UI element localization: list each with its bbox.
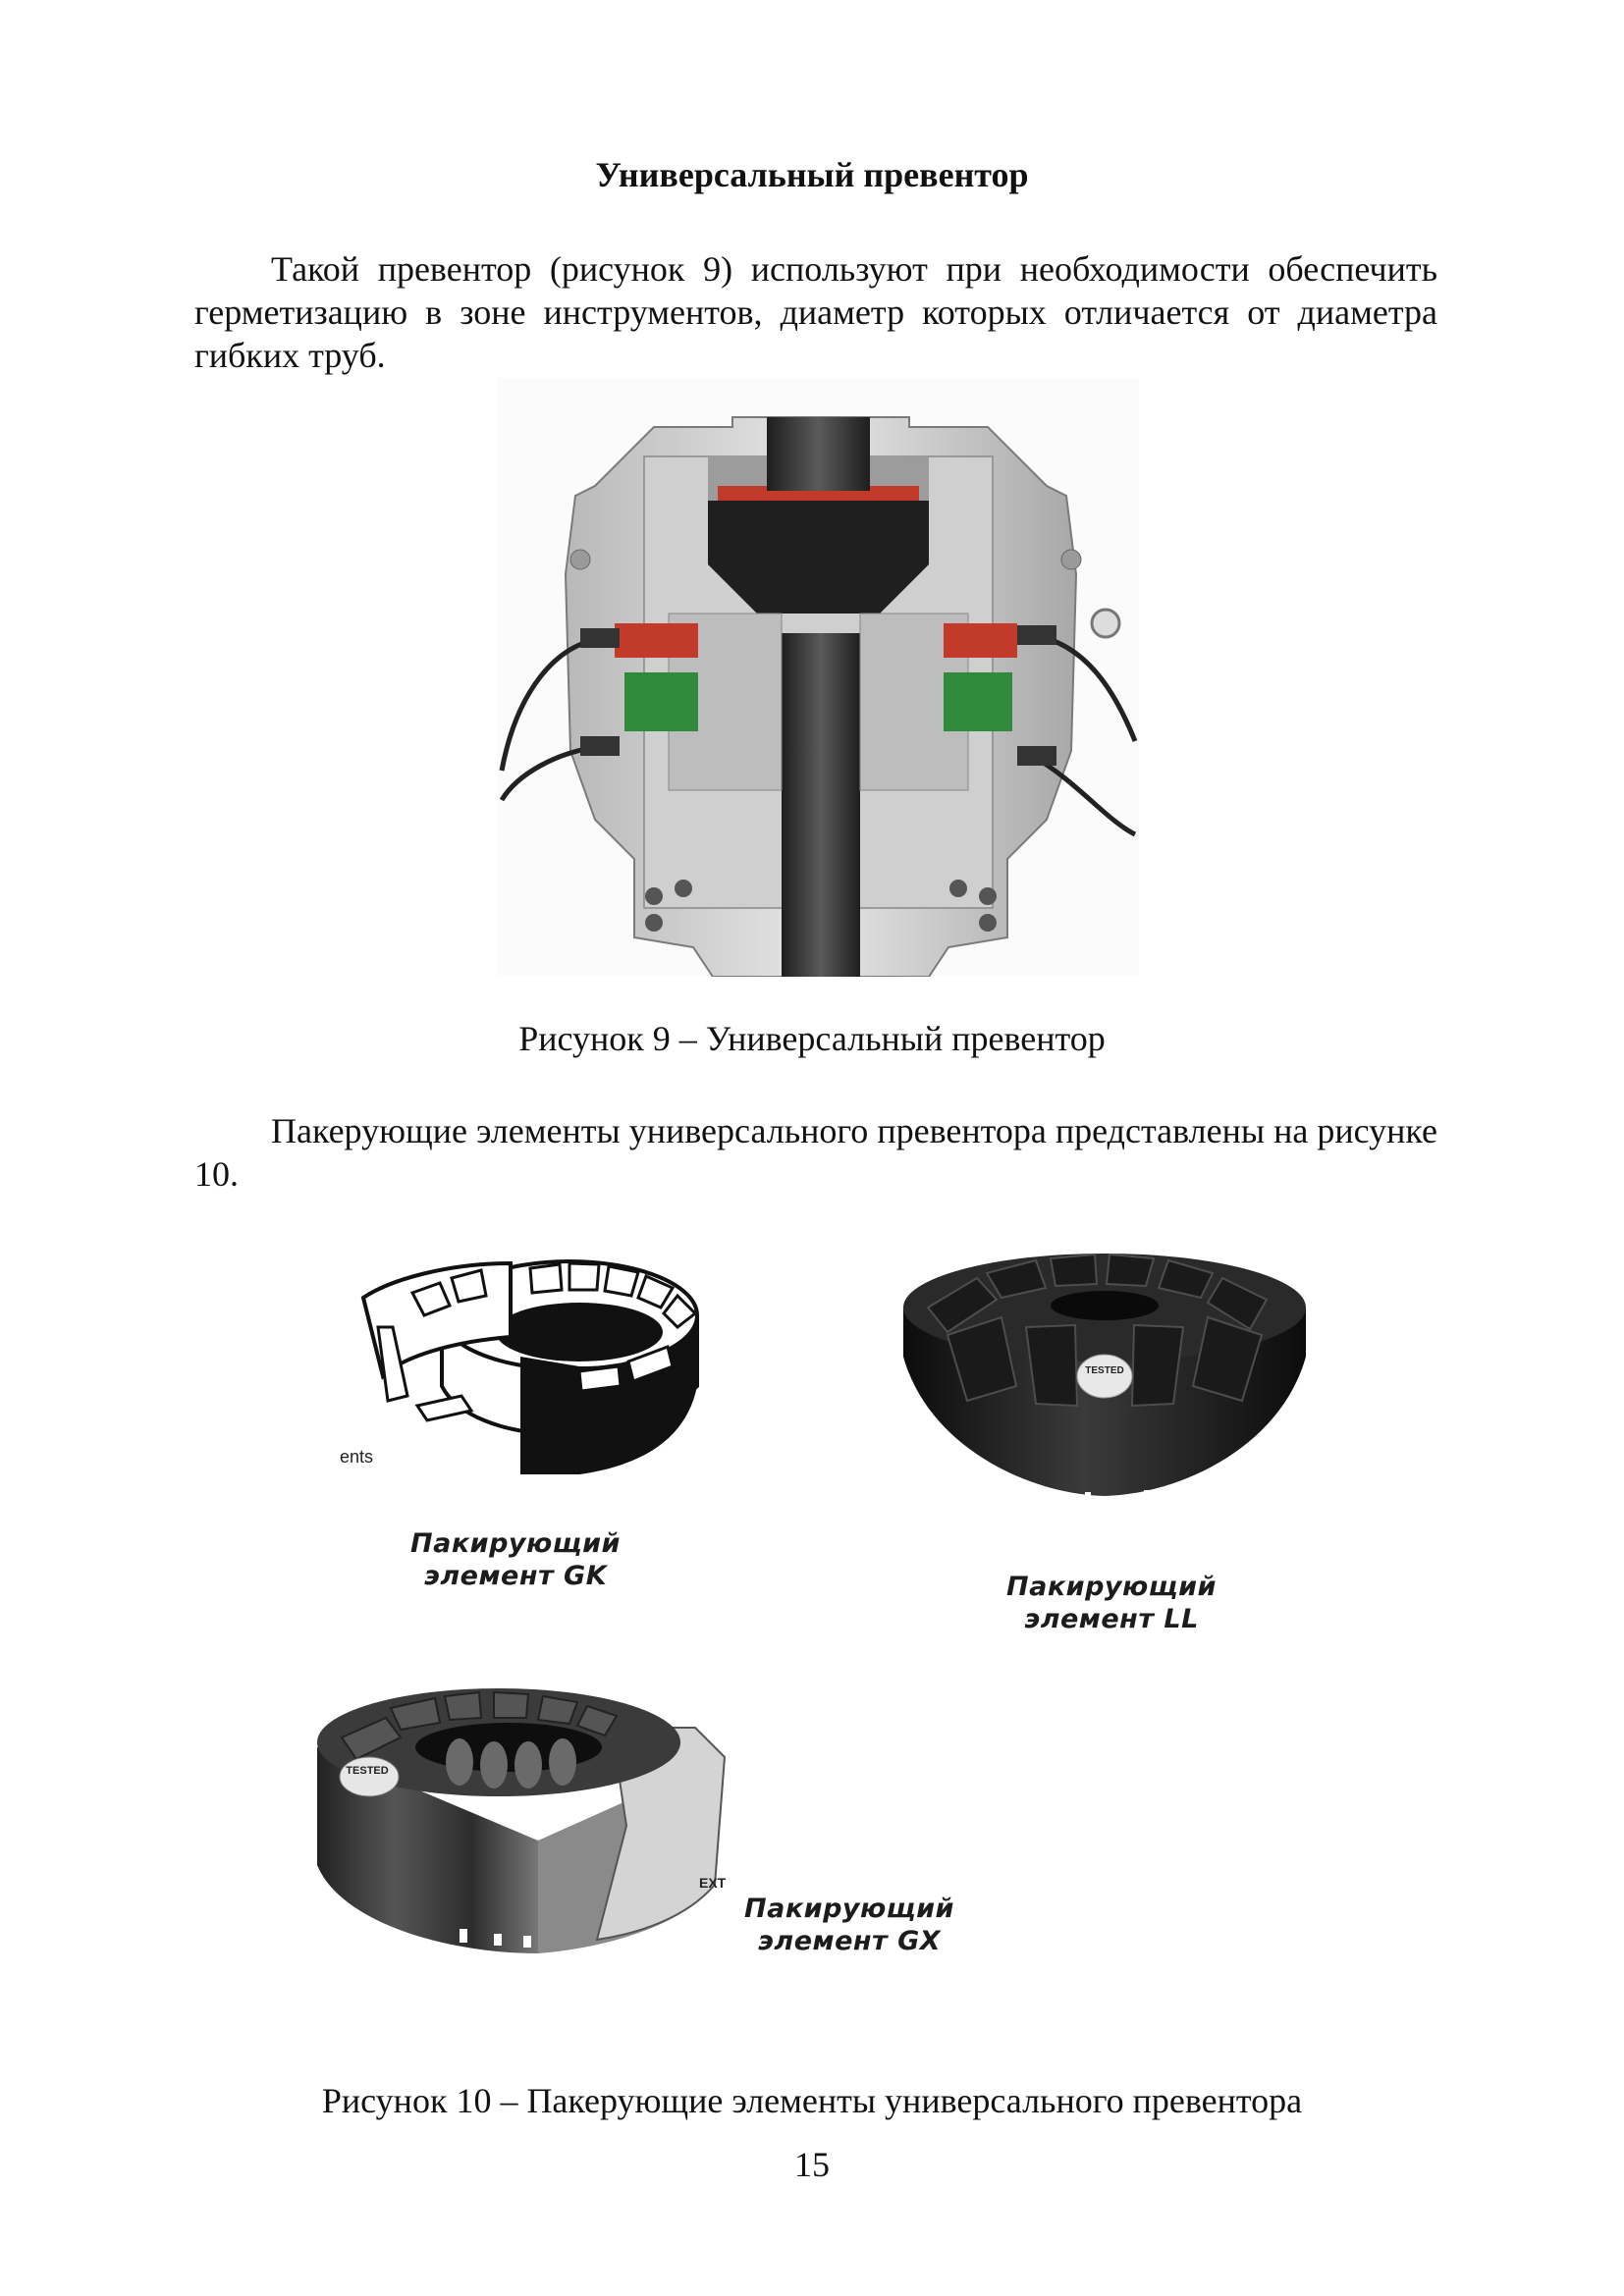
- figure-9-caption: Рисунок 9 – Универсальный превентор: [518, 1019, 1106, 1058]
- packing-element-ll-label: [994, 1571, 1229, 1635]
- packing-element-gx-image: [312, 1669, 734, 1953]
- ll-label-line2: элемент LL: [1024, 1604, 1199, 1634]
- figure-10-caption: Рисунок 10 – Пакерующие элементы универсального превентора: [321, 2081, 1303, 2120]
- gx-stamp-text: TESTED: [346, 1765, 389, 1777]
- gk-label-line2: элемент GK: [423, 1561, 608, 1591]
- paragraph-intro: Такой превентор (рисунок 9) используют при необходимости обеспечить герметизацию в зоне инструментов, диаметр которых отличается от диаметра гибких труб.: [194, 249, 1437, 375]
- packing-element-gx-label: [731, 1893, 967, 1957]
- packing-element-gk-label: [398, 1527, 633, 1592]
- gk-edge-text: ents: [340, 1447, 374, 1467]
- gx-label-line1: Пакирующий: [744, 1894, 954, 1924]
- ll-label-line1: Пакирующий: [1006, 1572, 1217, 1602]
- gx-edge-text: EXT: [699, 1875, 727, 1891]
- page-number: 15: [794, 2145, 830, 2184]
- figure-9-preventer-image: [497, 378, 1139, 977]
- packing-element-gk-image: [334, 1239, 717, 1484]
- section-heading: Универсальный превентор: [595, 155, 1029, 194]
- ll-stamp-text: TESTED: [1085, 1365, 1124, 1376]
- gx-label-line2: элемент GX: [757, 1926, 942, 1956]
- gk-label-line1: Пакирующий: [410, 1528, 621, 1559]
- paragraph-packing-elements: Пакерующие элементы универсального превентора представлены на рисунке 10.: [194, 1111, 1437, 1194]
- packing-element-ll-image: [889, 1239, 1321, 1514]
